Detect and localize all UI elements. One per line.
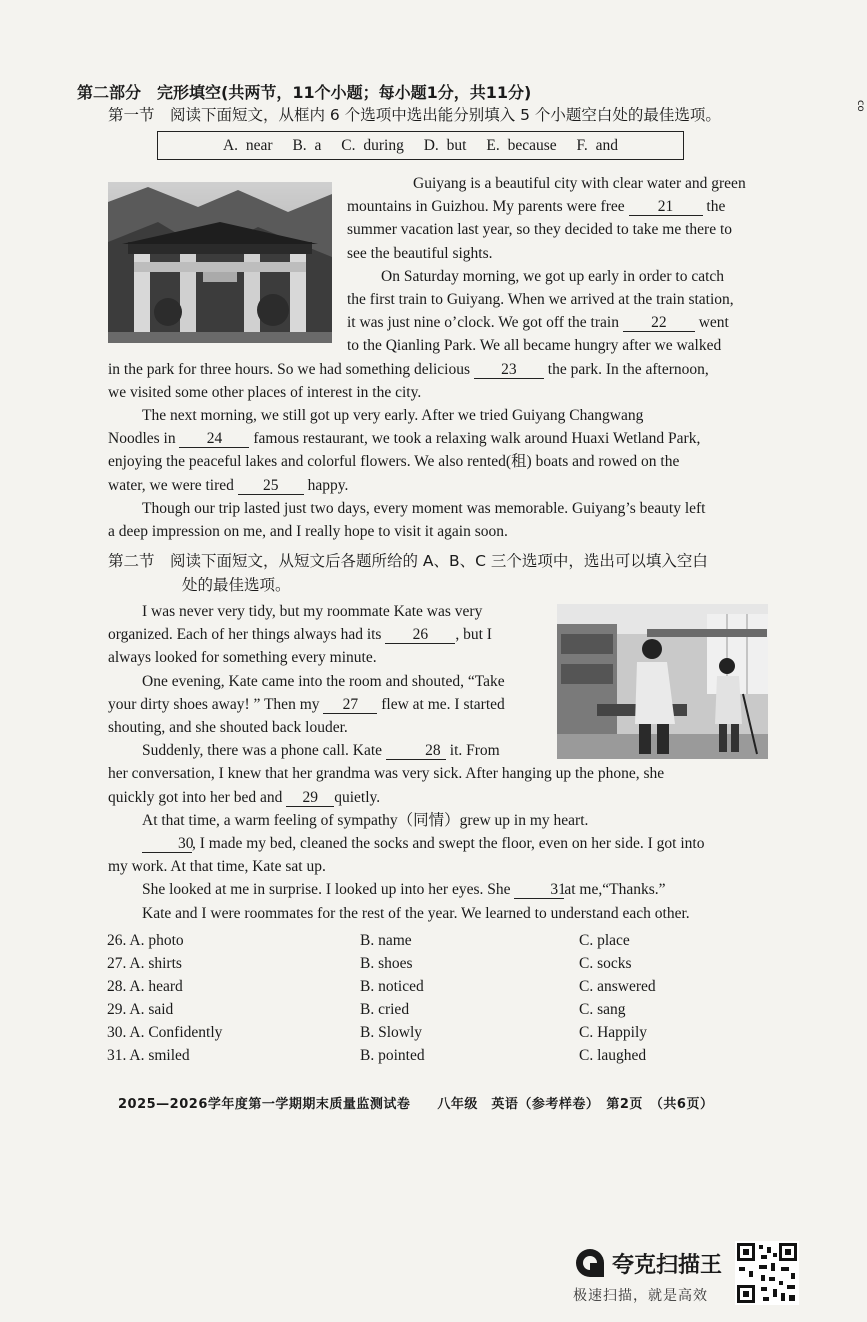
part2-instruction-line2: 处的最佳选项。 [182, 576, 291, 594]
p2-line: 30, I made my bed, cleaned the socks and swept the floor, even on her side. I got into [108, 832, 768, 855]
p1-line: to the Qianling Park. We all became hungry after we walked [347, 337, 722, 355]
blank-30: 30 [142, 835, 192, 853]
p2-line: her conversation, I knew that her grandma was very sick. After hanging up the phone, she [108, 765, 665, 783]
passage2-text [108, 600, 768, 925]
question-27-b: B. shoes [360, 955, 413, 972]
blank-28: 28 [386, 742, 446, 760]
p1-line: Though our trip lasted just two days, every moment was memorable. Guiyang’s beauty left [142, 499, 706, 517]
question-30-c: C. Happily [579, 1024, 648, 1041]
p2-line: I was never very tidy, but my roommate Kate was very [142, 603, 483, 620]
question-29-b: B. cried [360, 1001, 410, 1018]
p1-line: it was just nine o’clock. We got off the train 22 went [347, 314, 729, 332]
blank-21: 21 [629, 198, 703, 216]
blank-29: 29 [286, 789, 334, 807]
p2-line: Suddenly, there was a phone call. Kate 28 it. From [142, 742, 500, 760]
p1-line: mountains in Guizhou. My parents were free 21 the [347, 198, 726, 216]
option-a: A. near [222, 137, 273, 154]
p2-line: always looked for something every minute. [108, 649, 377, 667]
p2-line: your dirty shoes away! ” Then my 27 flew at me. I started [108, 695, 505, 713]
question-26-b: B. name [360, 932, 412, 949]
question-29-c: C. sang [579, 1001, 626, 1018]
p2-line: my work. At that time, Kate sat up. [108, 858, 326, 876]
option-e: E. because [486, 137, 557, 154]
question-28-c: C. answered [579, 978, 656, 995]
p2-line: shouting, and she shouted back louder. [108, 719, 348, 737]
part2-instruction [108, 549, 778, 597]
options-box [157, 131, 684, 160]
option-f: F. and [576, 137, 619, 154]
p1-line: we visited some other places of interest in the city. [108, 383, 422, 401]
question-28-b: B. noticed [360, 978, 424, 995]
p1-line: The next morning, we still got up very early. After we tried Guiyang Changwang [142, 407, 644, 425]
question-30-b: B. Slowly [360, 1024, 423, 1041]
p2-line: She looked at me in surprise. I looked up into her eyes. She 31at me,“Thanks.” [142, 881, 666, 899]
qr-code [735, 1241, 799, 1305]
blank-31: 31 [514, 881, 564, 899]
blank-27: 27 [323, 696, 377, 714]
question-27-a: 27. A. shirts [107, 955, 182, 972]
p1-line: On Saturday morning, we got up early in order to catch [381, 267, 725, 285]
p2-line: One evening, Kate came into the room and shouted, “Take [142, 672, 505, 690]
passage1-text [108, 172, 768, 543]
blank-22: 22 [623, 314, 695, 332]
p1-line: see the beautiful sights. [347, 244, 493, 262]
question-28-a: 28. A. heard [107, 978, 183, 995]
p2-line: organized. Each of her things always had its 26 , but I [108, 626, 492, 644]
option-b: B. a [292, 137, 322, 154]
question-31-a: 31. A. smiled [107, 1047, 190, 1064]
p1-line: Guiyang is a beautiful city with clear water and green [413, 175, 746, 192]
scanner-brand: 夸克扫描王 [612, 1253, 723, 1278]
question-30-a: 30. A. Confidently [107, 1024, 223, 1041]
p1-line: a deep impression on me, and I really hope to visit it again soon. [108, 523, 508, 541]
p1-line: enjoying the peaceful lakes and colorful flowers. We also rented(租) boats and rowed on the [108, 453, 680, 471]
scanner-slogan: 极速扫描，就是高效 [573, 1288, 708, 1304]
p1-line: water, we were tired 25 happy. [108, 476, 349, 494]
question-27-c: C. socks [579, 955, 632, 972]
part2-instruction-line1: 第二节 阅读下面短文，从短文后各题所给的 A、B、C 三个选项中，选出可以填入空白 [108, 552, 708, 570]
question-29-a: 29. A. said [107, 1001, 174, 1018]
blank-24: 24 [179, 430, 249, 448]
page-footer: 2025—2026学年度第一学期期末质量监测试卷 八年级 英语（参考样卷） 第2页 （共6页） [118, 1097, 714, 1112]
p1-line: in the park for three hours. So we had something delicious 23 the park. In the afternoon, [108, 360, 709, 378]
p2-line: At that time, a warm feeling of sympathy（同情）grew up in my heart. [142, 811, 589, 829]
scanner-logo-icon [575, 1248, 605, 1278]
blank-26: 26 [385, 626, 455, 644]
question-31-c: C. laughed [579, 1047, 647, 1064]
p2-line: quickly got into her bed and 29 quietly. [108, 788, 381, 806]
option-c: C. during [341, 137, 404, 154]
question-31-b: B. pointed [360, 1047, 425, 1064]
p1-line: summer vacation last year, so they decided to take me there to [347, 221, 733, 239]
section-title: 第二部分 完形填空(共两节，11个小题；每小题1分，共11分) [77, 83, 532, 102]
edge-mark: co [855, 100, 866, 112]
option-d: D. but [423, 137, 467, 154]
blank-23: 23 [474, 361, 544, 379]
question-26-c: C. place [579, 932, 630, 949]
blank-25: 25 [238, 477, 304, 495]
p1-line: Noodles in 24 famous restaurant, we took a relaxing walk around Huaxi Wetland Park, [108, 430, 701, 448]
p2-line: Kate and I were roommates for the rest of the year. We learned to understand each other. [142, 904, 690, 922]
question-26-a: 26. A. photo [107, 932, 184, 949]
part1-instruction: 第一节 阅读下面短文，从框内 6 个选项中选出能分别填入 5 个小题空白处的最佳选项。 [108, 106, 721, 124]
p1-line: the first train to Guiyang. When we arrived at the train station, [347, 291, 734, 309]
